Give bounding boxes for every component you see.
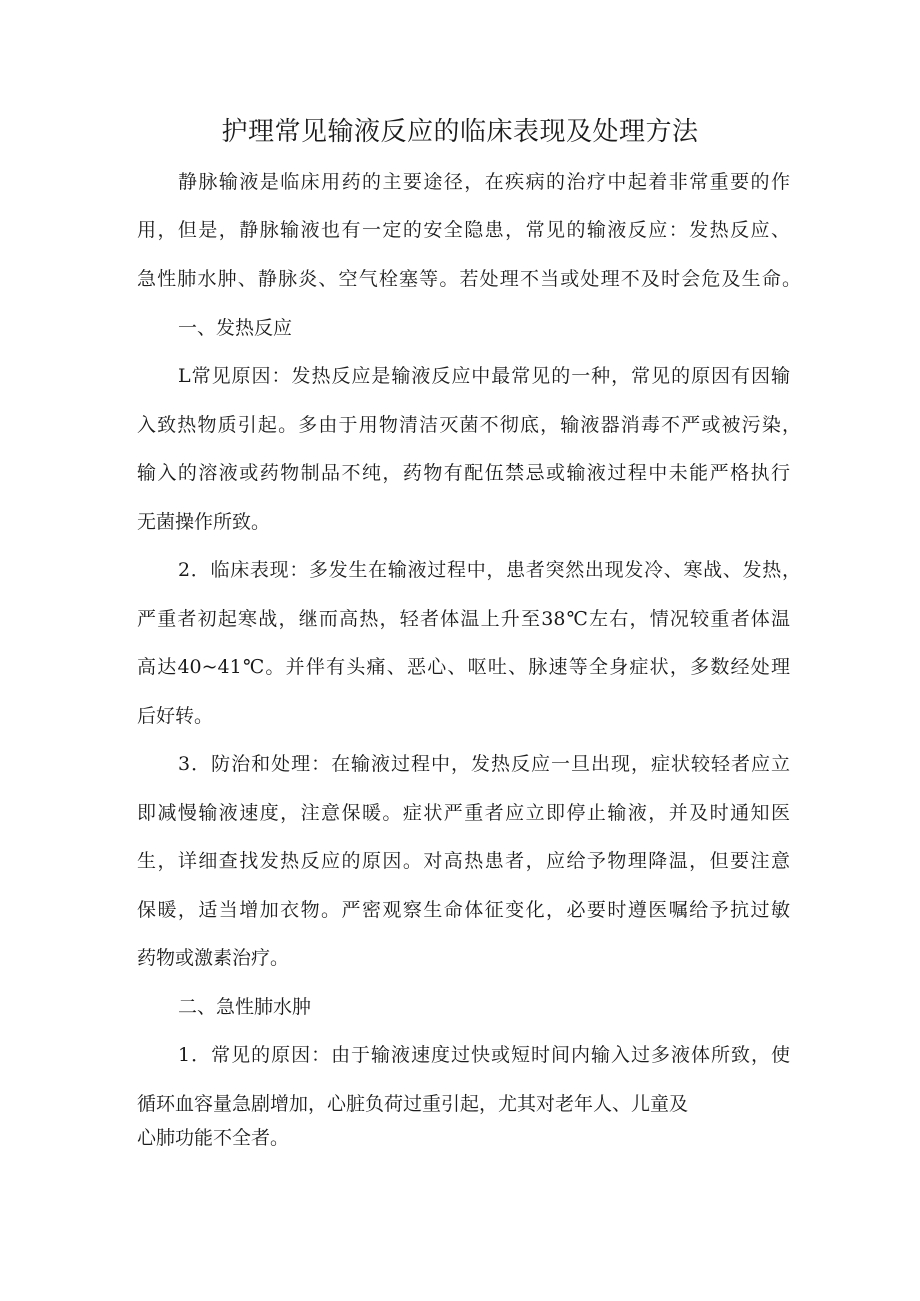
paragraph-line: 输入的溶液或药物制品不纯，药物有配伍禁忌或输液过程中未能严格执行 [137,462,790,484]
paragraph-line: 高达40~41℃。并伴有头痛、恶心、呕吐、脉速等全身症状，多数经处理 [137,656,790,678]
paragraph-line: 即减慢输液速度，注意保暖。症状严重者应立即停止输液，并及时通知医 [137,802,790,824]
paragraph-line: 后好转。 [137,705,214,727]
paragraph-line: 急性肺水肿、静脉炎、空气栓塞等。若处理不当或处理不及时会危及生命。 [137,268,801,290]
paragraph-line: 无菌操作所致。 [137,511,271,533]
paragraph-line: 药物或激素治疗。 [137,947,290,969]
paragraph-line: 循环血容量急剧增加，心脏负荷过重引起，尤其对老年人、儿童及 [137,1093,689,1115]
paragraph-line: 生，详细查找发热反应的原因。对高热患者，应给予物理降温，但要注意 [137,850,790,872]
paragraph-line: 用，但是，静脉输液也有一定的安全隐患，常见的输液反应：发热反应、 [137,219,790,241]
paragraph-line: 入致热物质引起。多由于用物清洁灭菌不彻底，输液器消毒不严或被污染， [137,414,801,436]
paragraph-line: 保暖，适当增加衣物。严密观察生命体征变化，必要时遵医嘱给予抗过敏 [137,899,790,921]
paragraph-line: 1．常见的原因：由于输液速度过快或短时间内输入过多液体所致，使 [178,1044,790,1066]
document-title: 护理常见输液反应的临床表现及处理方法 [221,117,699,147]
section-heading-fever: 一、发热反应 [178,317,293,339]
paragraph-line: 心肺功能不全者。 [137,1127,290,1149]
paragraph-line: 静脉输液是临床用药的主要途径，在疾病的治疗中起着非常重要的作 [178,171,790,193]
paragraph-line: 2．临床表现：多发生在输液过程中，患者突然出现发冷、寒战、发热， [178,559,801,581]
paragraph-line: 3．防治和处理：在输液过程中，发热反应一旦出现，症状较轻者应立 [178,753,790,775]
paragraph-line: 严重者初起寒战，继而高热，轻者体温上升至38℃左右，情况较重者体温 [137,608,790,630]
paragraph-line: L常见原因：发热反应是输液反应中最常见的一种，常见的原因有因输 [178,365,790,387]
section-heading-pulmonary-edema: 二、急性肺水肿 [178,996,312,1018]
